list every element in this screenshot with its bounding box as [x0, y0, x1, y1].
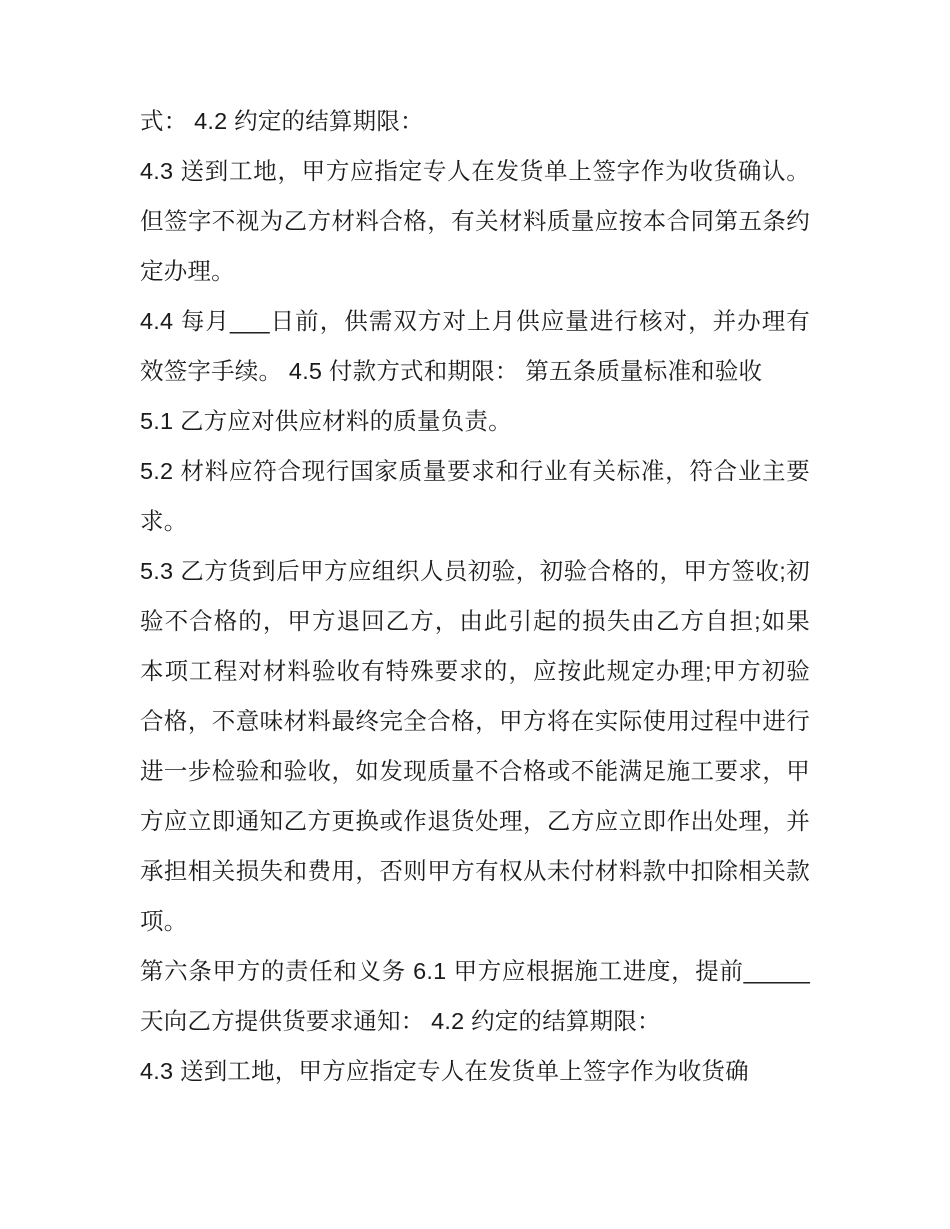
paragraph: 4.4 每月___日前，供需双方对上月供应量进行核对，并办理有效签字手续。 4.5 付款方式和期限： 第五条质量标准和验收 — [140, 308, 810, 384]
paragraph: 5.2 材料应符合现行国家质量要求和行业有关标准，符合业主要求。 — [140, 458, 810, 534]
paragraph: 5.3 乙方货到后甲方应组织人员初验，初验合格的，甲方签收;初验不合格的，甲方退回乙方，由此引起的损失由乙方自担;如果本项工程对材料验收有特殊要求的，应按此规定办理;甲方初验合格，不意味材料最终完全合格，甲方将在实际使用过程中进行进一步检验和验收，如发现质量不合格或不能满足施工要求，甲方应立即通知乙方更换或作退货处理，乙方应立即作出处理，并承担相关损失和费用，否则甲方有权从未付材料款中扣除相关款项。 — [140, 558, 810, 934]
paragraph: 式： 4.2 约定的结算期限： — [140, 108, 424, 134]
paragraph: 5.1 乙方应对供应材料的质量负责。 — [140, 408, 512, 434]
paragraph: 4.3 送到工地，甲方应指定专人在发货单上签字作为收货确 — [140, 1058, 749, 1084]
document-body — [140, 96, 810, 1096]
paragraph: 第六条甲方的责任和义务 6.1 甲方应根据施工进度，提前_____天向乙方提供货要求通知： 4.2 约定的结算期限： — [140, 958, 810, 1034]
paragraph: 4.3 送到工地，甲方应指定专人在发货单上签字作为收货确认。但签字不视为乙方材料合格，有关材料质量应按本合同第五条约定办理。 — [140, 158, 810, 284]
